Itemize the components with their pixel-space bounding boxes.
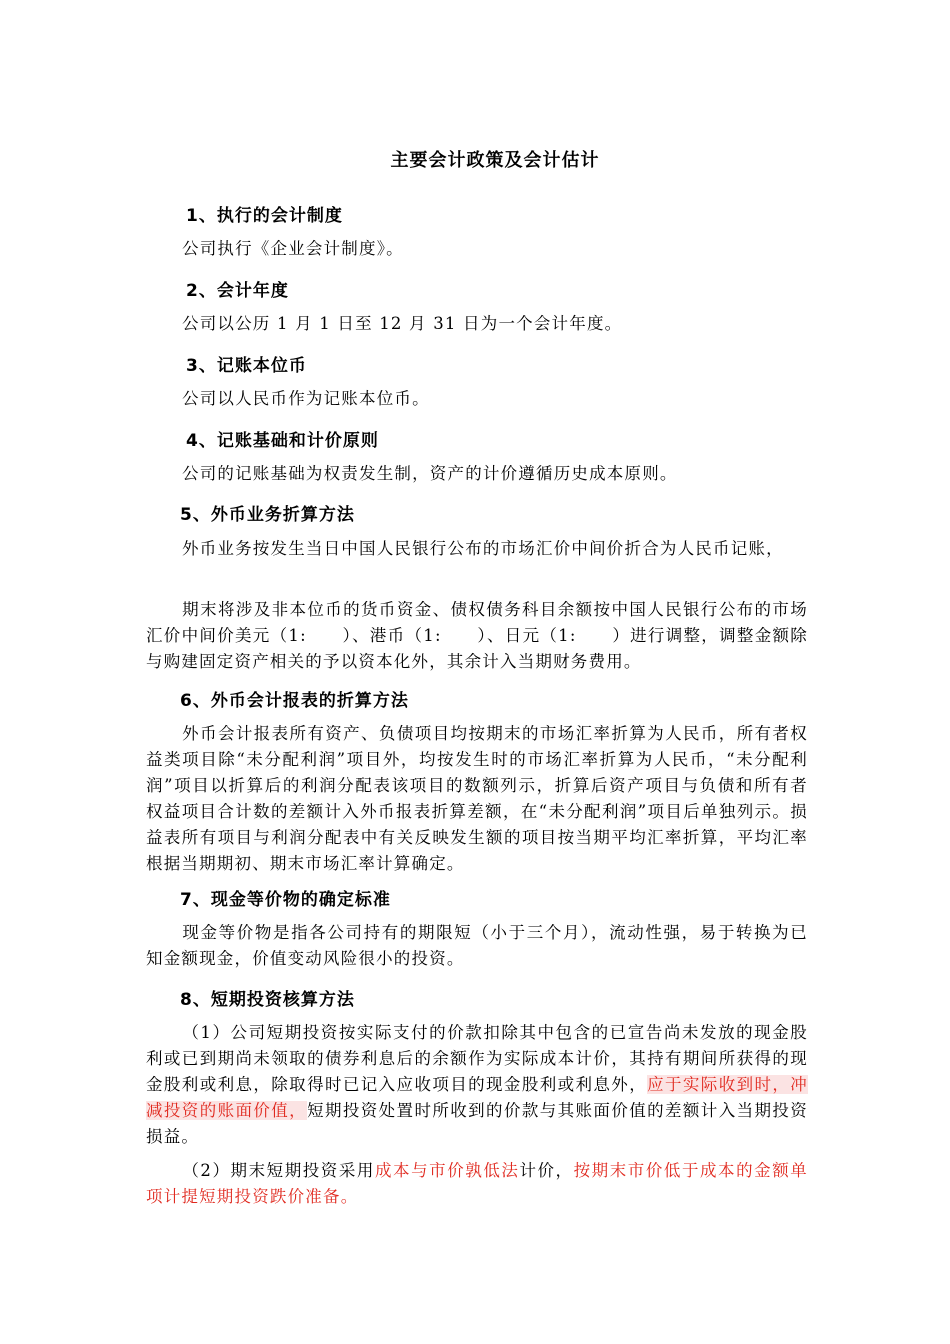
document-title: 主要会计政策及会计估计 xyxy=(390,150,600,171)
paragraph-7: 现金等价物是指各公司持有的期限短（小于三个月），流动性强，易于转换为已知金额现金，价值变动风险很小的投资。 xyxy=(146,923,808,968)
heading-7: 7、现金等价物的确定标准 xyxy=(180,890,391,910)
heading-2: 2、会计年度 xyxy=(186,281,289,301)
red-text: 按期末市价低于成本的金额单项计提短期投资跌价准备。 xyxy=(146,1161,808,1206)
heading-3: 3、记账本位币 xyxy=(186,356,307,376)
paragraph-5b: 期末将涉及非本位币的货币资金、债权债务科目余额按中国人民银行公布的市场汇价中间价美元（1: ）、港币（1: ）、日元（1: ）进行调整，调整金额除与购建固定资产相关的予以资本化外，其余计入当期财务费用。 xyxy=(146,600,808,671)
paragraph-4: 公司的记账基础为权责发生制，资产的计价遵循历史成本原则。 xyxy=(182,464,678,483)
heading-4: 4、记账基础和计价原则 xyxy=(186,431,379,451)
heading-8: 8、短期投资核算方法 xyxy=(180,990,355,1010)
paragraph-8b: （2）期末短期投资采用成本与市价孰低法计价，按期末市价低于成本的金额单项计提短期投资跌价准备。 xyxy=(146,1161,808,1206)
paragraph-6: 外币会计报表所有资产、负债项目均按期末的市场汇率折算为人民币，所有者权益类项目除“未分配利润”项目外，均按发生时的市场汇率折算为人民币，“未分配利润”项目以折算后的利润分配表该项目的数额列示，折算后资产项目与负债和所有者权益项目合计数的差额计入外币报表折算差额，在“未分配利润”项目后单独列示。损益表所有项目与利润分配表中有关反映发生额的项目按当期平均汇率折算，平均汇率根据当期期初、期末市场汇率计算确定。 xyxy=(146,724,808,873)
paragraph-3: 公司以人民币作为记账本位币。 xyxy=(182,389,430,408)
heading-5: 5、外币业务折算方法 xyxy=(180,505,355,525)
paragraph-1: 公司执行《企业会计制度》。 xyxy=(182,239,404,258)
paragraph-8a: （1）公司短期投资按实际支付的价款扣除其中包含的已宣告尚未发放的现金股利或已到期尚未领取的债券利息后的余额作为实际成本计价，其持有期间所获得的现金股利或利息，除取得时已记入应收项目的现金股利或利息外，应于实际收到时，冲减投资的账面价值，短期投资处置时所收到的价款与其账面价值的差额计入当期投资损益。 xyxy=(146,1023,808,1146)
paragraph-5a: 外币业务按发生当日中国人民银行公布的市场汇价中间价折合为人民币记账， xyxy=(182,539,784,558)
highlighted-text: 应于实际收到时，冲减投资的账面价值， xyxy=(146,1075,808,1120)
heading-6: 6、外币会计报表的折算方法 xyxy=(180,691,409,711)
red-text: 成本与市价孰低法 xyxy=(374,1161,520,1180)
paragraph-2: 公司以公历 1 月 1 日至 12 月 31 日为一个会计年度。 xyxy=(182,314,623,333)
heading-1: 1、执行的会计制度 xyxy=(186,206,343,226)
